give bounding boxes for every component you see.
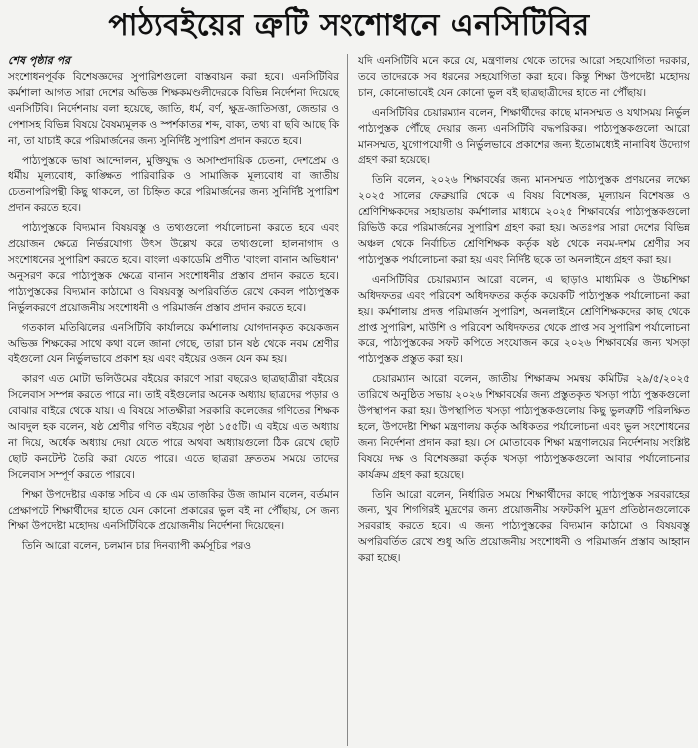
right-column xyxy=(358,54,690,746)
paragraph: তিনি বলেন, ২০২৬ শিক্ষাবর্ষের জন্য মানসম্মত পাঠ্যপুস্তক প্রণয়নের লক্ষ্যে ২০২৫ সালের ফেব্রুয়ারি থেকে এ বিষয় বিশেষজ্ঞ, মূল্যায়ন বিশেষজ্ঞ ও শ্রেণিশিক্ষকদের সহায়তায় কর্মশালার মাধ্যমে ২০২৫ শিক্ষাবর্ষের পাঠ্যপুস্তকগুলো রিভিউ করে পরিমার্জনের সুপারিশ গ্রহণ করা হয়। অতঃপর সারা দেশের বিভিন্ন অঞ্চল থেকে নির্বাচিত শ্রেণিশিক্ষক কর্তৃক ষষ্ঠ থেকে নবম-দশম শ্রেণীর সব পাঠ্যপুস্তক পর্যালোচনা করা হয় এবং নির্দিষ্ট ছকে তা অনলাইনে গ্রহণ করা হয়। xyxy=(358,174,690,266)
paragraph: গতকাল মতিঝিলের এনসিটিবি কার্যালয়ে কর্মশালায় যোগদানকৃত কয়েকজন অভিজ্ঞ শিক্ষকের সাথে কথা বলে জানা গেছে, তারা চান ষষ্ঠ থেকে নবম শ্রেণীর বইগুলো যেন নির্ভুলভাবে প্রকাশ হয় এবং বইয়ের ওজন যেন কম হয়। xyxy=(8,321,339,366)
paragraph: চেয়ারম্যান আরো বলেন, জাতীয় শিক্ষাক্রম সমন্বয় কমিটির ২৯/৫/২০২৫ তারিখে অনুষ্ঠিত সভায় ২০২৬ শিক্ষাবর্ষের জন্য প্রস্তুতকৃত খসড়া পাঠ্য পুস্তকগুলো উপস্থাপন করা হয়। উপস্থাপিত খসড়া পাঠ্যপুস্তকগুলোয় কিছু ভুলত্রুটি পরিলক্ষিত হলে, উপদেষ্টা শিক্ষা মন্ত্রণালয় কর্তৃক অধিকতর পর্যালোচনা এবং ভুল সংশোধনের জন্য নির্দেশনা প্রদান করা হয়। সে মোতাবেক শিক্ষা মন্ত্রণালয়ের নির্দেশনায় সংশ্লিষ্ট বিষয়ে দক্ষ ও বিশেষজ্ঞরা কর্তৃক খসড়া পাঠ্যপুস্তকগুলো আবার পর্যালোচনার কার্যক্রম গ্রহণ করা হয়েছে। xyxy=(358,373,690,481)
left-column xyxy=(8,54,348,746)
paragraph: পাঠ্যপুস্তকে বিদ্যমান বিষয়বস্তু ও তথ্যগুলো পর্যালোচনা করতে হবে এবং প্রয়োজন ক্ষেত্রে নির্ভরযোগ্য উৎস উল্লেখ করে তথ্যগুলো হালনাগাদ ও সংশোধনের সুপারিশ করতে হবে। বাংলা একাডেমি প্রণীত 'বাংলা বানান অভিধান' অনুসরণ করে পাঠ্যপুস্তক ক্ষেত্রে বানান সংশোধনীর প্রস্তাব প্রদান করতে হবে। পাঠ্যপুস্তকের বিদ্যমান কাঠামো ও বিষয়বস্তু অপরিবর্তিত রেখে কেবল পাঠ্যপুস্তক নির্ভুলকরণে প্রয়োজনীয় সংশোধনী ও পরিমার্জন প্রস্তাব প্রদান করতে হবে। xyxy=(8,222,339,314)
paragraph: এনসিটিবির চেয়ারম্যান বলেন, শিক্ষার্থীদের কাছে মানসম্মত ও যথাসময় নির্ভুল পাঠ্যপুস্তক পৌঁছে দেয়ার জন্য এনসিটিবি বদ্ধপরিকর। পাঠ্যপুস্তকগুলো আরো মানসম্মত, যুগোপযোগী ও নির্ভুলভাবে প্রকাশের জন্য ইতোমধ্যেই নানাবিধ উদ্যোগ গ্রহণ করা হয়েছে। xyxy=(358,106,690,167)
paragraph: পাঠ্যপুস্তকে ভাষা আন্দোলন, মুক্তিযুদ্ধ ও অসাম্প্রদায়িক চেতনা, দেশপ্রেম ও ধর্মীয় মূল্যবোধ, কাঙ্ক্ষিত পারিবারিক ও সামাজিক মূল্যবোধ বা জাতীয় চেতনাপরিপন্থী কিছু থাকলে, তা চিহ্নিত করে পরিমার্জনের জন্য সুনির্দিষ্ট সুপারিশ প্রদান করতে হবে। xyxy=(8,154,339,215)
article-columns xyxy=(8,54,690,746)
paragraph: কারণ এত মোটা ভলিউমের বইয়ের কারণে সারা বছরেও ছাত্রছাত্রীরা বইয়ের সিলেবাস সম্পন্ন করতে পারে না। তাই বইগুলোর অনেক অধ্যায় ছাত্রদের পড়ার ও বোঝার বাইরে থেকে যায়। এ বিষয়ে সাতক্ষীরা সরকারি কলেজের গণিতের শিক্ষক আবদুল হক বলেন, ষষ্ঠ শ্রেণীর গণিত বইয়ের পৃষ্ঠা ১৫৫টি। এ বইয়ে এত অধ্যায় না দিয়ে, অর্ধেক অধ্যায় দেয়া যেতে পারে অথবা অধ্যায়গুলো ঠিক রেখে ছোট ছোট কনটেন্ট তৈরি করা যেতে পারে। এতে ছাত্ররা দ্রুততম সময়ে তাদের সিলেবাস সম্পূর্ণ করতে পারবে। xyxy=(8,373,339,481)
paragraph: তিনি আরো বলেন, চলমান চার দিনব্যাপী কর্মসূচির পরও xyxy=(22,540,252,553)
headline: পাঠ্যবইয়ের ত্রুটি সংশোধনে এনসিটিবির xyxy=(108,8,590,43)
paragraph: শিক্ষা উপদেষ্টার একান্ত সচিব এ কে এম তাজকির উজ জামান বলেন, বর্তমান প্রেক্ষাপটে শিক্ষার্থীদের হাতে যেন কোনো প্রকারের ভুল বই না পৌঁছায়, সে জন্য শিক্ষা উপদেষ্টা মহোদয় এনসিটিবিকে প্রয়োজনীয় নির্দেশনা দিয়েছেন। xyxy=(8,488,339,533)
paragraph: তিনি আরো বলেন, নির্ধারিত সময়ে শিক্ষার্থীদের কাছে পাঠ্যপুস্তক সরবরাহের জন্য, খুব শিগগিরই মুদ্রণের জন্য প্রয়োজনীয় সফটকপি মুদ্রণ প্রতিষ্ঠানগুলোকে সরবরাহ করতে হবে। এ জন্য পাঠ্যপুস্তকের বিদ্যমান কাঠামো ও বিষয়বস্তু অপরিবর্তিত রেখে শুধু অতি প্রয়োজনীয় সংশোধনী ও পরিমার্জন প্রস্তাব আহ্বান করা হচ্ছে। xyxy=(358,488,690,565)
continued-from-label: শেষ পৃষ্ঠার পর xyxy=(8,54,71,67)
paragraph: যদি এনসিটিবি মনে করে যে, মন্ত্রণালয় থেকে তাদের আরো সহযোগিতা দরকার, তবে তাদেরকে সব ধরনের সহযোগিতা করা হবে। কিন্তু শিক্ষা উপদেষ্টা মহোদয় চান, কোনোভাবেই যেন কোনো ভুল বই ছাত্রছাত্রীদের হাতে না পৌঁছায়। xyxy=(358,55,690,99)
paragraph: এনসিটিবির চেয়ারম্যান আরো বলেন, এ ছাড়াও মাধ্যমিক ও উচ্চশিক্ষা অধিদফতর এবং পরিবেশ অধিদফতর কর্তৃক কয়েকটি পাঠ্যপুস্তক পর্যালোচনা করা হয়। কর্মশালায় প্রদত্ত পরিমার্জন সুপারিশ, অনলাইনে শ্রেণিশিক্ষকদের কাছ থেকে প্রাপ্ত সুপারিশ, মাউশি ও পরিবেশ অধিদফতর থেকে প্রাপ্ত সব সুপারিশ পর্যালোচনা করে, পাঠ্যপুস্তকের সফট কপিতে সংযোজন করে ২০২৬ শিক্ষাবর্ষের জন্য খসড়া পাঠ্যপুস্তক প্রস্তুত করা হয়। xyxy=(358,273,690,366)
paragraph: সংশোধনপূর্বক বিশেষজ্ঞদের সুপারিশগুলো বাস্তবায়ন করা হবে। এনসিটিবির কর্মশালা আগত সারা দেশের অভিজ্ঞ শিক্ষকমণ্ডলীদেরকে বিভিন্ন নির্দেশনা দিয়েছে এনসিটিবি। নির্দেশনায় বলা হয়েছে, জাতি, ধর্ম, বর্ণ, ক্ষুদ্র-জাতিসত্তা, জেন্ডার ও পেশাসহ বিভিন্ন বিষয়ে বৈষম্যমূলক ও স্পর্শকাতর শব্দ, বাক্য, তথ্য বা ছবি আছে কি না, তা যাচাই করে পরিমার্জনের জন্য সুনির্দিষ্ট সুপারিশ প্রদান করতে হবে। xyxy=(8,71,339,147)
